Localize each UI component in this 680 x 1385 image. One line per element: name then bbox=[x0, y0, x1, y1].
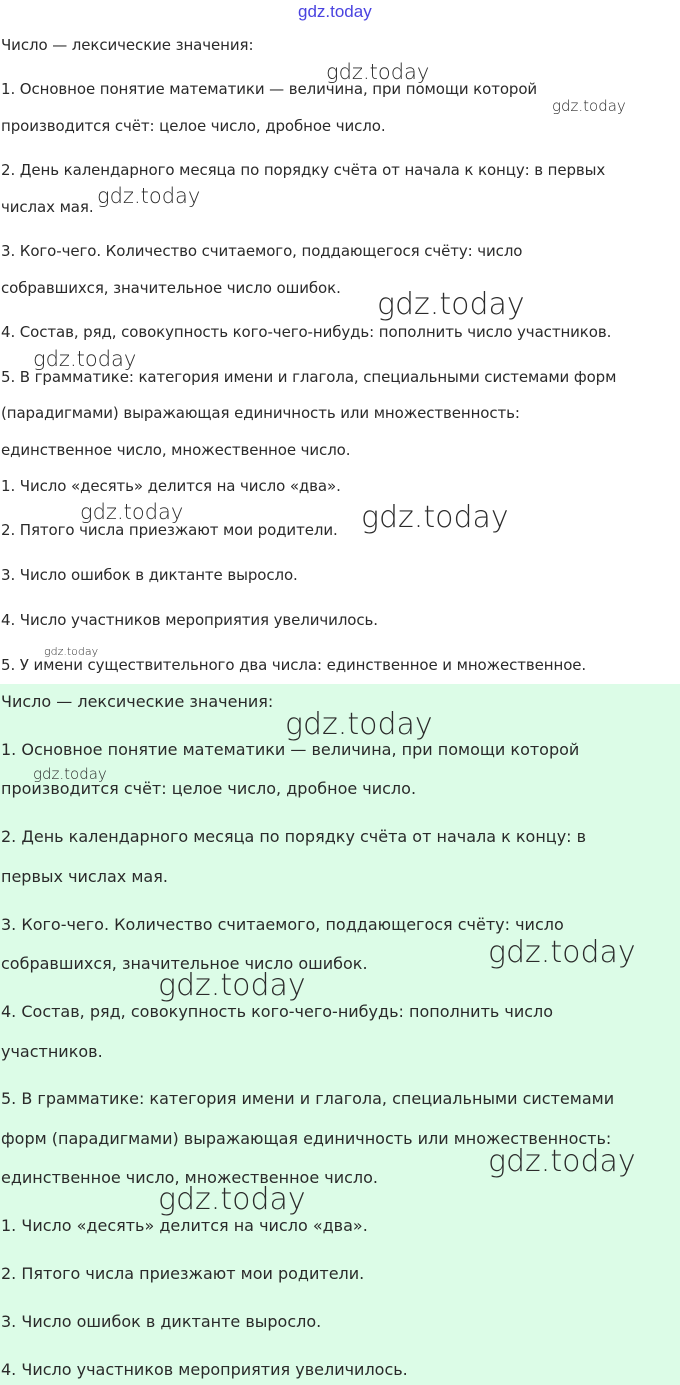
text-line: единственное число, множественное число. bbox=[1, 441, 351, 459]
text-line: 3. Кого-чего. Количество считаемого, поддающегося счёту: число bbox=[1, 242, 523, 260]
site-link[interactable]: gdz.today bbox=[298, 2, 372, 21]
watermark: gdz.today bbox=[44, 645, 99, 658]
text-line: 4. Состав, ряд, совокупность кого-чего-нибудь: пополнить число bbox=[1, 1002, 554, 1021]
text-line: 4. Число участников мероприятия увеличилось. bbox=[1, 611, 378, 629]
text-line: 1. Основное понятие математики — величина, при помощи которой bbox=[1, 740, 580, 759]
watermark: gdz.today bbox=[377, 287, 525, 322]
text-line: 2. День календарного месяца по порядку счёта от начала к концу: в bbox=[1, 827, 587, 846]
watermark: gdz.today bbox=[488, 1144, 636, 1179]
text-line: собравшихся, значительное число ошибок. bbox=[1, 279, 341, 297]
text-line: 4. Состав, ряд, совокупность кого-чего-нибудь: пополнить число участников. bbox=[1, 323, 612, 341]
text-line: 2. День календарного месяца по порядку счёта от начала к концу: в первых bbox=[1, 161, 606, 179]
text-line: числах мая. bbox=[1, 198, 94, 216]
text-line: 2. Пятого числа приезжают мои родители. bbox=[1, 1264, 365, 1283]
text-line: 5. В грамматике: категория имени и глагола, специальными системами форм bbox=[1, 368, 617, 386]
watermark: gdz.today bbox=[326, 60, 430, 84]
text-line: участников. bbox=[1, 1042, 103, 1061]
text-line: первых числах мая. bbox=[1, 867, 168, 886]
text-line: 1. Число «десять» делится на число «два». bbox=[1, 1216, 368, 1235]
text-line: 3. Число ошибок в диктанте выросло. bbox=[1, 1312, 322, 1331]
watermark: gdz.today bbox=[158, 1182, 306, 1217]
text-line: 3. Число ошибок в диктанте выросло. bbox=[1, 566, 298, 584]
watermark: gdz.today bbox=[285, 707, 433, 742]
text-line: 2. Пятого числа приезжают мои родители. bbox=[1, 521, 338, 539]
text-line: форм (парадигмами) выражающая единичность или множественность: bbox=[1, 1129, 612, 1148]
text-line: собравшихся, значительное число ошибок. bbox=[1, 954, 368, 973]
answer-section-2 bbox=[0, 684, 680, 1385]
text-line: (парадигмами) выражающая единичность или множественность: bbox=[1, 404, 520, 422]
text-line: единственное число, множественное число. bbox=[1, 1168, 378, 1187]
text-line: производится счёт: целое число, дробное число. bbox=[1, 779, 417, 798]
text-line: 1. Основное понятие математики — величина, при помощи которой bbox=[1, 80, 538, 98]
watermark: gdz.today bbox=[97, 184, 201, 208]
watermark: gdz.today bbox=[80, 500, 184, 524]
text-line: Число — лексические значения: bbox=[1, 692, 274, 711]
watermark: gdz.today bbox=[33, 347, 137, 371]
watermark: gdz.today bbox=[488, 935, 636, 970]
text-line: 4. Число участников мероприятия увеличилось. bbox=[1, 1360, 408, 1379]
text-line: 3. Кого-чего. Количество считаемого, поддающегося счёту: число bbox=[1, 915, 564, 934]
text-line: Число — лексические значения: bbox=[1, 36, 254, 54]
watermark: gdz.today bbox=[158, 968, 306, 1003]
text-line: 5. В грамматике: категория имени и глагола, специальными системами bbox=[1, 1089, 615, 1108]
text-line: 1. Число «десять» делится на число «два». bbox=[1, 477, 341, 495]
watermark: gdz.today bbox=[361, 500, 509, 535]
watermark: gdz.today bbox=[33, 765, 107, 783]
text-line: производится счёт: целое число, дробное число. bbox=[1, 117, 386, 135]
text-line: 5. У имени существительного два числа: единственное и множественное. bbox=[1, 656, 587, 674]
watermark: gdz.today bbox=[552, 97, 626, 115]
